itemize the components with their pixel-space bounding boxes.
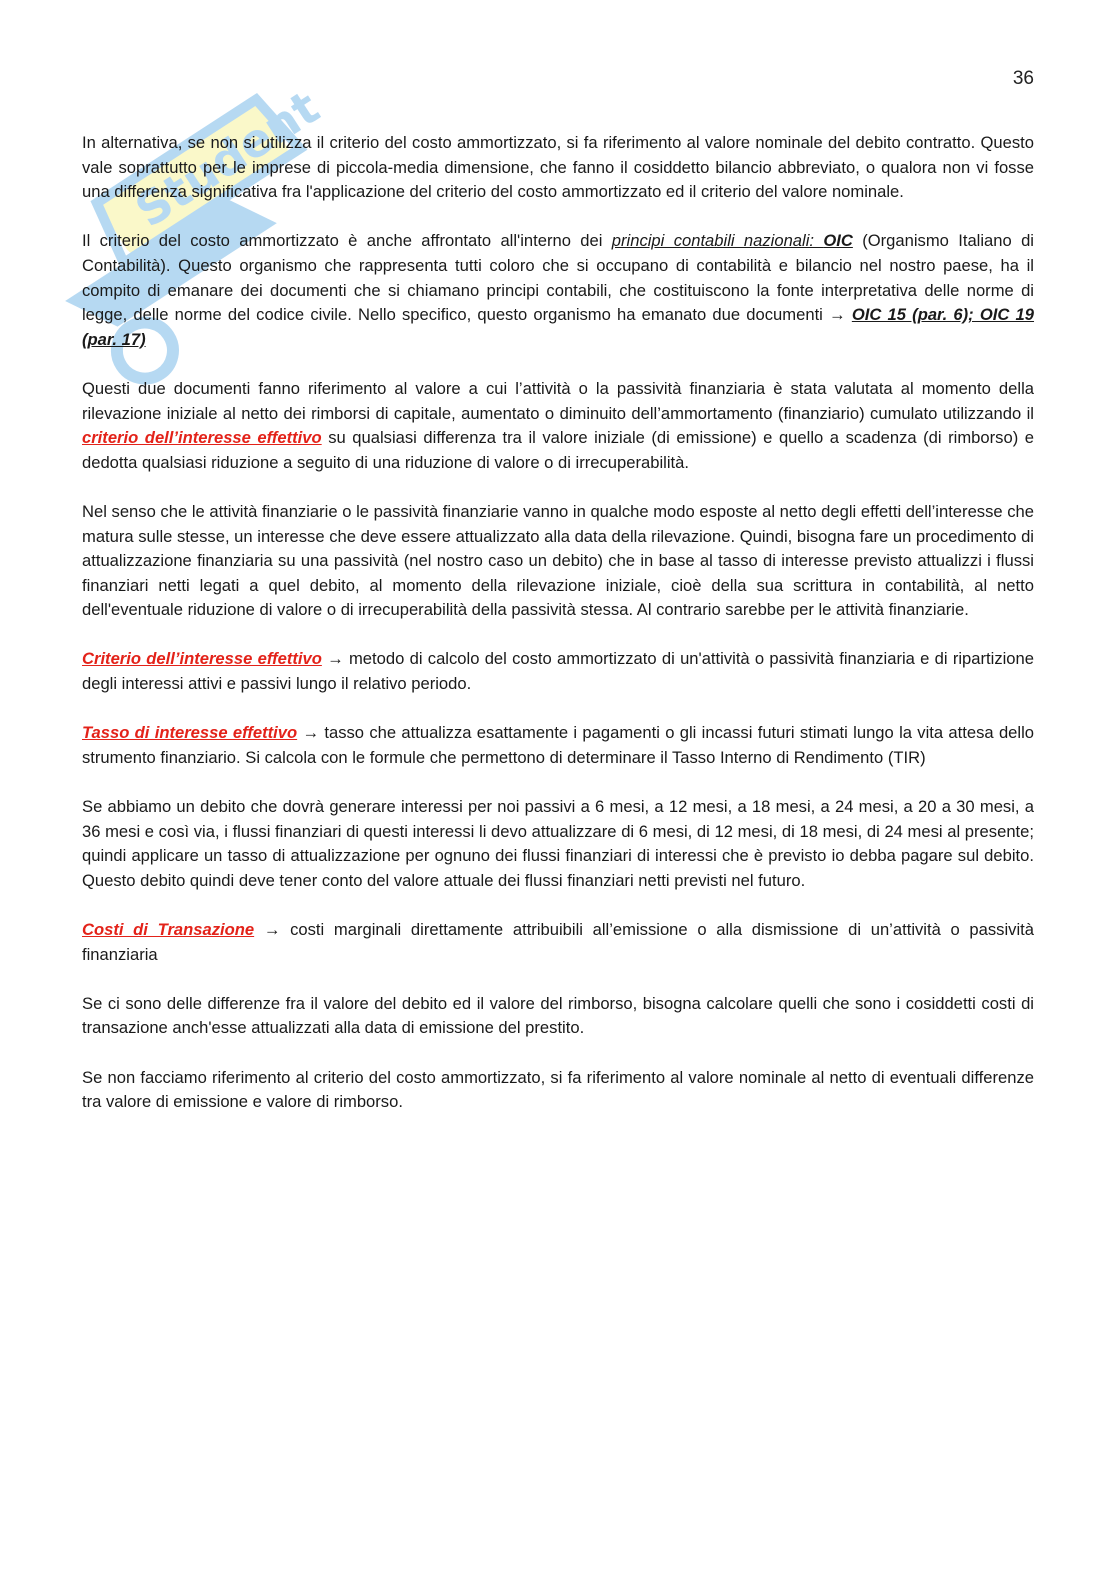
definition-tasso — [82, 721, 1034, 770]
definition-costi — [82, 918, 1034, 967]
oic-rest-text: (Organismo Italiano di Contabilità). Questo organismo che rappresenta tutti coloro che si occupano di contabilità e bilancio nel nostro paese, ha il compito di emanare dei documenti che si chiamano principi contabili, che costituiscono la fonte interpretativa delle norme di legge, delle norme del codice civile. Nello specifico, questo organismo ha emanato due documenti → — [82, 231, 1034, 325]
definition-text: → costi marginali direttamente attribuibili all’emissione o alla dismissione di un’attività o passività finanziaria — [82, 920, 1034, 964]
document-body — [82, 131, 1034, 1139]
definition-term: Costi di Transazione — [82, 920, 255, 939]
watermark-text: Student — [125, 79, 329, 238]
oic-principles-link: principi contabili nazionali: OIC — [611, 231, 853, 251]
paragraph-nominale: Se non facciamo riferimento al criterio del costo ammortizzato, si fa riferimento al valore nominale al netto di eventuali differenze tra valore di emissione e valore di rimborso. — [82, 1067, 1034, 1112]
definition-text: → metodo di calcolo del costo ammortizzato di un'attività o passività finanziaria e di ripartizione degli interessi attivi e passivi lungo il relativo periodo. — [82, 649, 1034, 694]
term-criterio-interesse: criterio dell’interesse effettivo — [82, 428, 322, 448]
page-number: 36 — [1012, 68, 1034, 89]
paragraph-alternative: In alternativa, se non si utilizza il criterio del costo ammortizzato, si fa riferimento al valore nominale del debito contratto. Questo vale soprattutto per le imprese di piccola-media dimensione, che fanno il cosiddetto bilancio abbreviato, o qualora non vi fosse una differenza significativa fra l'applicazione del criterio del costo ammortizzato ed il criterio del valore nominale. — [82, 133, 1034, 202]
paragraph-oic — [82, 229, 1034, 352]
definition-text: → tasso che attualizza esattamente i pagamenti o gli incassi futuri stimati lungo la vita attesa dello strumento finanziario. Si calcola con le formule che permettono di determinare il Tasso Interno di Rendimento (TIR) — [82, 723, 1034, 767]
definition-term: Criterio dell’interesse effettivo — [82, 649, 322, 669]
definition-criterio — [82, 647, 1034, 696]
oic-documents-ref: OIC 15 (par. 6); OIC 19 (par. 17) — [82, 305, 1035, 349]
paragraph-documents — [82, 377, 1034, 475]
documents-lead-text: Questi due documenti fanno riferimento al valore a cui l’attività o la passività finanziaria è stata valutata al momento della rilevazione iniziale al netto dei rimborsi di capitale, aumentato o diminuito dell’ammortamento (finanziario) cumulato utilizzando il — [82, 378, 1034, 423]
oic-lead-text: Il criterio del costo ammortizzato è anche affrontato all'interno dei — [82, 231, 612, 251]
documents-rest-text: su qualsiasi differenza tra il valore iniziale (di emissione) e quello a scadenza (di rimborso) e dedotta qualsiasi riduzione a seguito di una riduzione di valore o di irrecuperabilità. — [82, 428, 1034, 472]
paragraph-debito-esempio: Se abbiamo un debito che dovrà generare interessi per noi passivi a 6 mesi, a 12 mesi, a 18 mesi, a 24 mesi, a 20 a 30 mesi, a 36 mesi e così via, i flussi finanziari di questi interessi li devo attualizzare di 6 mesi, di 12 mesi, di 18 mesi, di 24 mesi al presente; quindi applicare un tasso di attualizzazione per ognuno dei flussi finanziari di interessi che è previsto io debba pagare sul debito. Questo debito quindi deve tener conto del valore attuale dei flussi finanziari netti previsti nel futuro. — [82, 797, 1034, 890]
oic-abbrev: OIC — [823, 231, 853, 251]
paragraph-differenze: Se ci sono delle differenze fra il valore del debito ed il valore del rimborso, bisogna calcolare quelli che sono i cosiddetti costi di transazione anch'esse attualizzati alla data di emissione del prestito. — [82, 993, 1034, 1038]
definition-term: Tasso di interesse effettivo — [82, 723, 298, 743]
paragraph-senso: Nel senso che le attività finanziarie o le passività finanziarie vanno in qualche modo esposte al netto degli effetti dell’interesse che matura sulle stesse, un interesse che deve essere attualizzato alla data della rilevazione. Quindi, bisogna fare un procedimento di attualizzazione finanziaria su una passività (nel nostro caso un debito) che in base al tasso di interesse previsto attualizzi i flussi finanziari netti legati a quel debito, al momento della rilevazione iniziale, cioè della sua scrittura in contabilità, al netto dell'eventuale riduzione di valore o di irrecuperabilità della passività stessa. Al contrario sarebbe per le attività finanziarie. — [82, 501, 1034, 620]
